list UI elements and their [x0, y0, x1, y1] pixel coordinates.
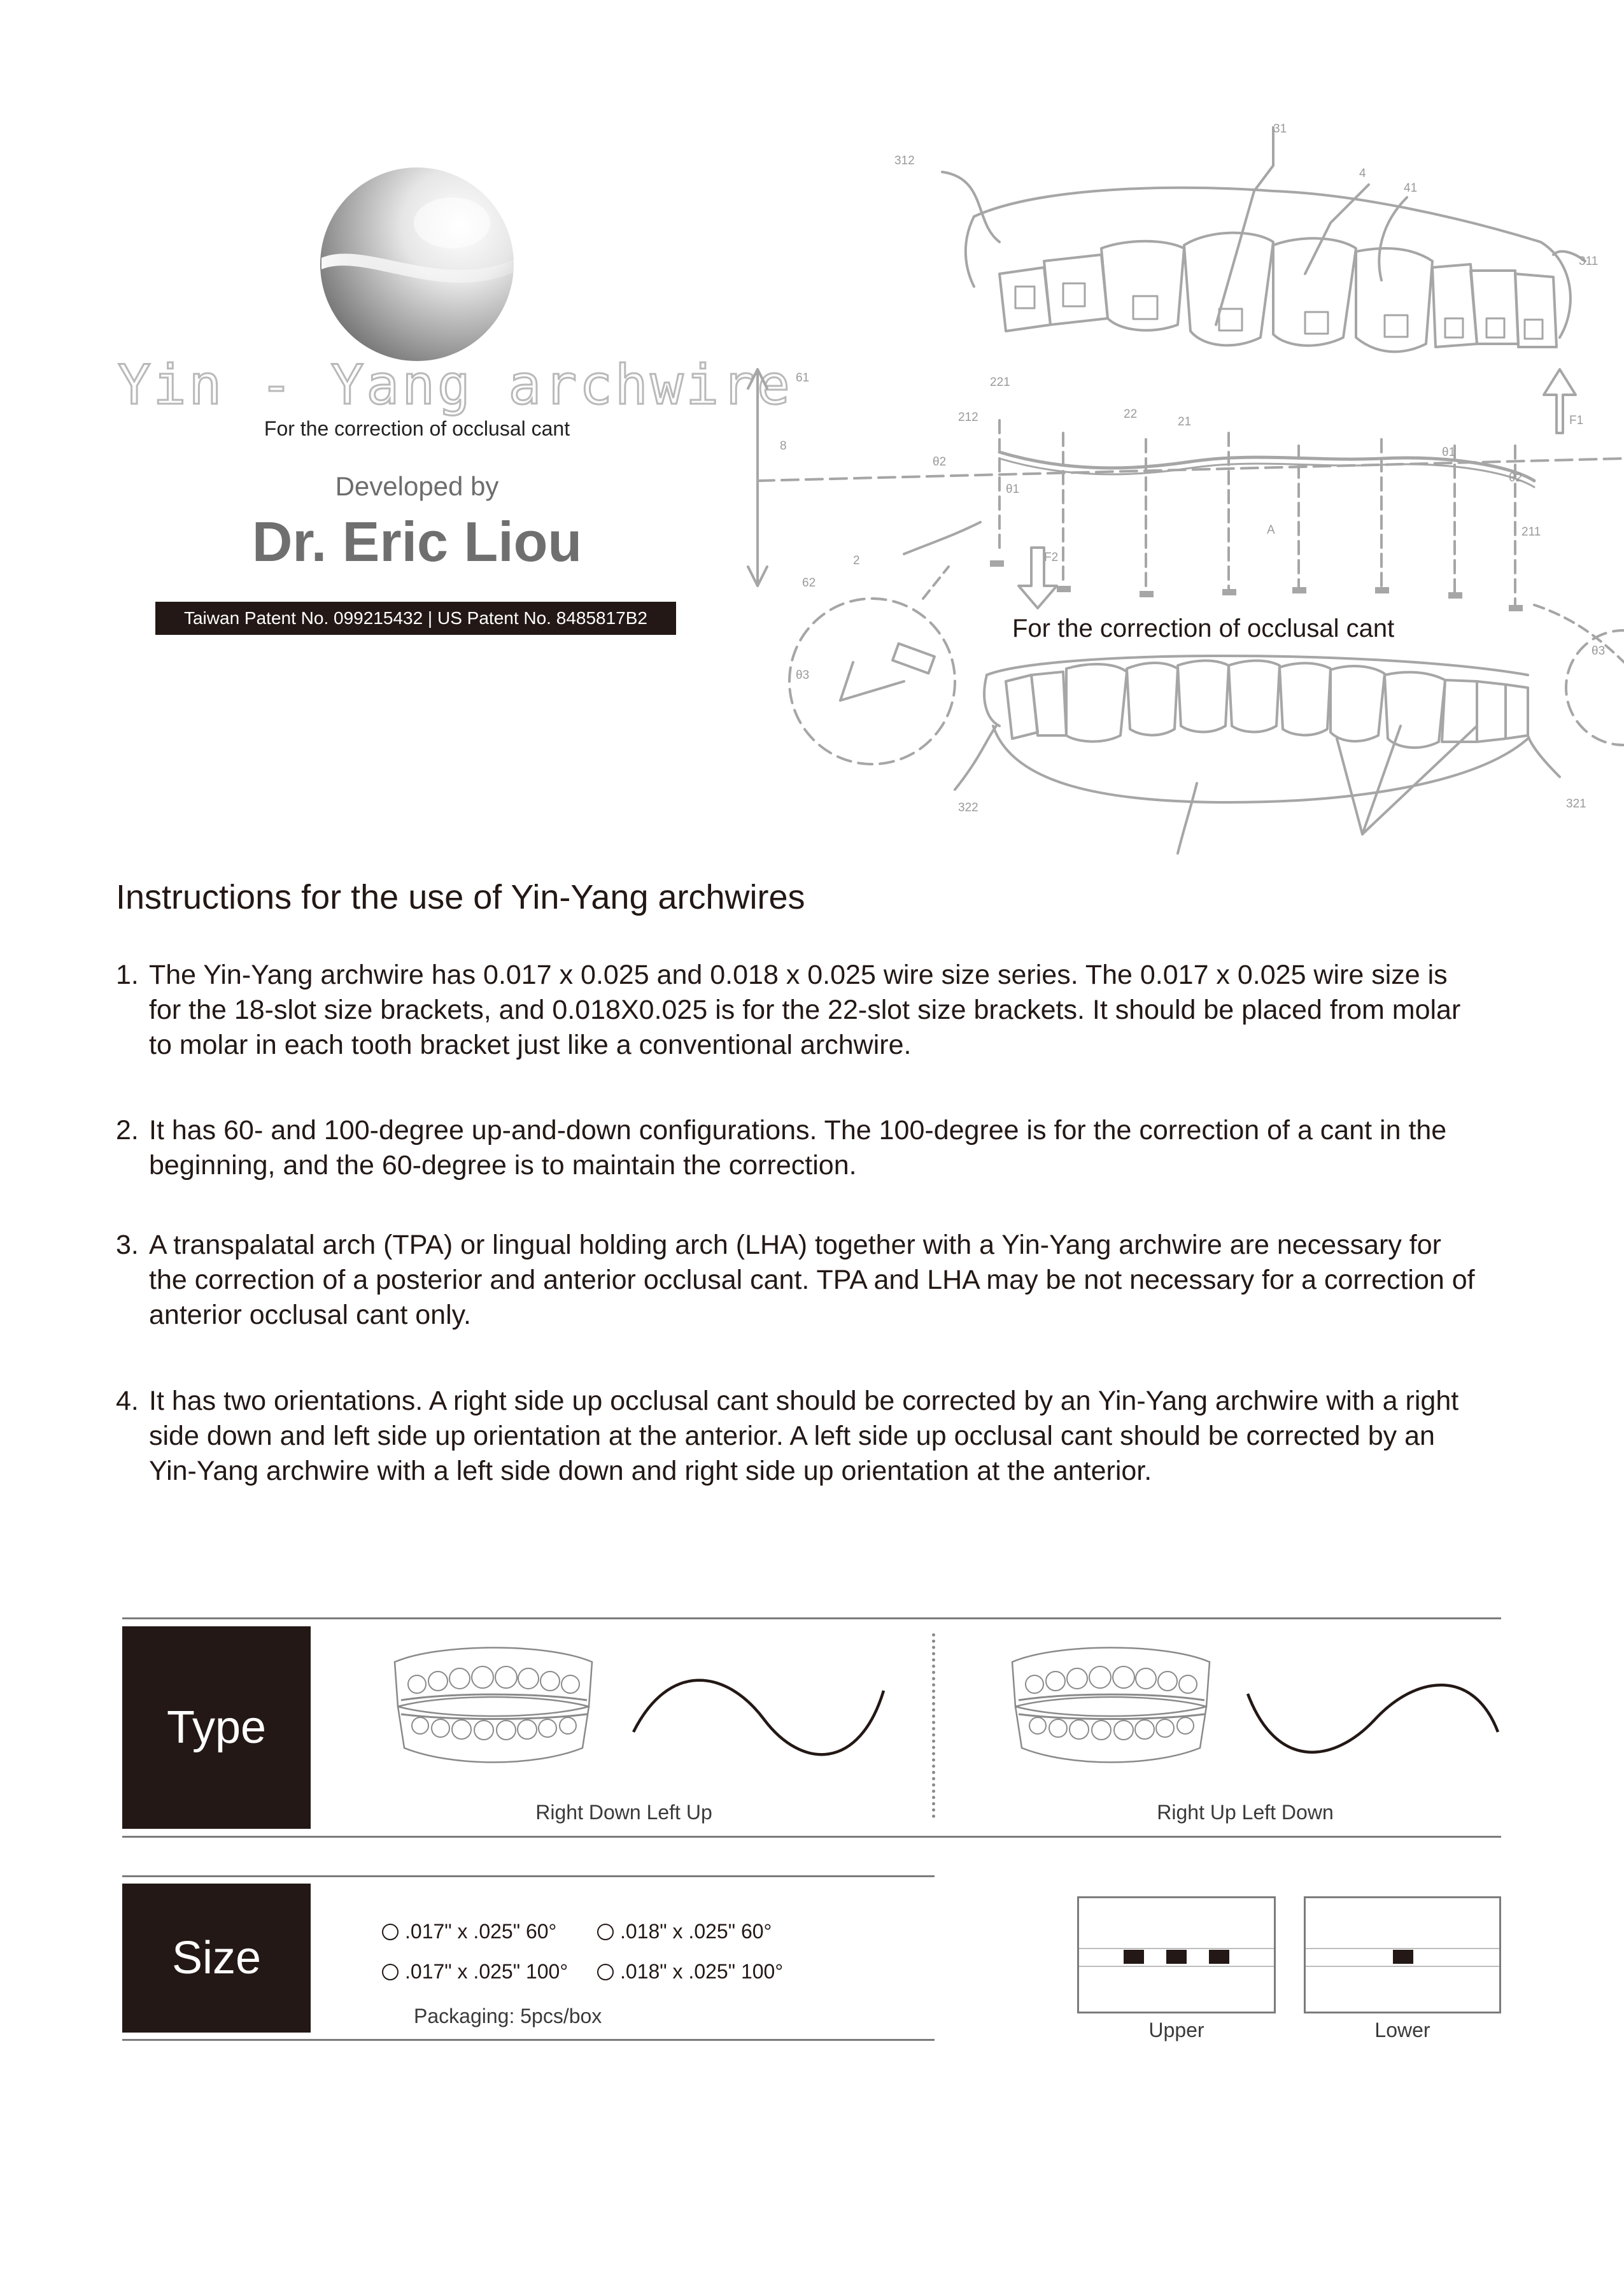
- instruction-text: A transpalatal arch (TPA) or lingual holding arch (LHA) together with a Yin-Yang archwire are necessary for the correction of a posterior and anterior occlusal cant. TPA and LHA may be not necessary for a correction of anterior occlusal cant only.: [149, 1230, 1475, 1330]
- size-option-label: .018" x .025" 60°: [620, 1920, 772, 1943]
- divider: [122, 1875, 935, 1877]
- archwire-curve-down-up-icon: [630, 1675, 891, 1764]
- instruction-item: [116, 958, 1478, 1063]
- diagram-label: 321: [1566, 797, 1586, 811]
- diagram-label: F1: [1569, 414, 1584, 427]
- size-option-017-60[interactable]: [382, 1920, 556, 1943]
- diagram-label: 22: [1124, 408, 1138, 421]
- archwire-curve-up-down-icon: [1245, 1675, 1506, 1764]
- bracket-mark: [1393, 1950, 1413, 1964]
- radio-icon[interactable]: [597, 1924, 614, 1940]
- logo-wordmark: Yin - Yang archwire: [118, 353, 793, 417]
- diagram-label: 2: [853, 554, 860, 567]
- instruction-text: It has two orientations. A right side up occlusal cant should be corrected by an Yin-Yang archwire with a right side down and left side up orientation at the anterior. A left side up occlusal cant should be corrected by an Yin-Yang archwire with a left side down and right side up orientation at the anterior.: [149, 1386, 1459, 1486]
- diagram-label: A: [1267, 523, 1275, 537]
- instruction-item: [116, 1384, 1478, 1489]
- bracket-mark: [1209, 1950, 1229, 1964]
- diagram-label: 221: [990, 376, 1010, 389]
- divider: [122, 1836, 1501, 1838]
- dental-diagram: [745, 115, 1624, 866]
- lower-slot-diagram: [1304, 1896, 1501, 2013]
- diagram-label: 312: [894, 154, 915, 167]
- subtitle: For the correction of occlusal cant: [264, 417, 570, 440]
- radio-icon[interactable]: [382, 1924, 399, 1940]
- instruction-text: It has 60- and 100-degree up-and-down configurations. The 100-degree is for the correction of a cant in the beginning, and the 60-degree is to maintain the correction.: [149, 1115, 1447, 1181]
- diagram-label: θ2: [933, 455, 947, 469]
- diagram-label: 8: [780, 439, 787, 453]
- size-label-box: Size: [122, 1884, 311, 2033]
- diagram-label: 31: [1273, 122, 1287, 136]
- instructions-title: Instructions for the use of Yin-Yang archwires: [116, 878, 805, 916]
- size-option-label: .017" x .025" 100°: [405, 1960, 568, 1983]
- patent-bar: Taiwan Patent No. 099215432 | US Patent No. 8485817B2: [155, 602, 676, 635]
- teeth-illustration-icon: [388, 1636, 598, 1770]
- radio-icon[interactable]: [382, 1964, 399, 1980]
- size-option-018-60[interactable]: [597, 1920, 772, 1943]
- type-caption: Right Down Left Up: [535, 1801, 712, 1824]
- instruction-number: 2.: [116, 1115, 139, 1146]
- diagram-label: 211: [1522, 525, 1541, 539]
- diagram-label: 322: [958, 801, 978, 814]
- diagram-label: 212: [958, 411, 978, 424]
- size-option-017-100[interactable]: [382, 1960, 568, 1984]
- diagram-label: θ3: [1592, 644, 1606, 658]
- technical-diagram: [745, 115, 1624, 866]
- size-option-label: .017" x .025" 60°: [405, 1920, 557, 1943]
- bracket-mark: [1124, 1950, 1144, 1964]
- instruction-number: 4.: [116, 1386, 139, 1416]
- developed-by-label: Developed by: [335, 471, 499, 501]
- diagram-label: θ3: [796, 669, 810, 682]
- type-label-box: Type: [122, 1626, 311, 1829]
- size-option-label: .018" x .025" 100°: [620, 1960, 784, 1983]
- diagram-label: F2: [1044, 551, 1059, 564]
- diagram-label: 21: [1178, 415, 1192, 429]
- divider: [122, 1617, 1501, 1619]
- teeth-illustration-icon: [1006, 1636, 1216, 1770]
- diagram-label: 4: [1359, 167, 1366, 180]
- dotted-divider: [932, 1633, 935, 1818]
- diagram-label: 311: [1579, 255, 1599, 268]
- instruction-item: [116, 1113, 1478, 1183]
- instruction-number: 1.: [116, 960, 139, 990]
- bracket-mark: [1166, 1950, 1187, 1964]
- packaging-info: Packaging: 5pcs/box: [414, 2005, 602, 2027]
- diagram-label: 61: [796, 371, 810, 385]
- diagram-caption: For the correction of occlusal cant: [1012, 614, 1395, 643]
- slot-caption: Upper: [1148, 2019, 1204, 2041]
- instruction-text: The Yin-Yang archwire has 0.017 x 0.025 and 0.018 x 0.025 wire size series. The 0.017 x 0.025 wire size is for the 18-slot size brackets, and 0.018X0.025 is for the 22-slot size brackets. It should be placed from molar to molar in each tooth bracket just like a conventional archwire.: [149, 960, 1461, 1060]
- logo-sphere-icon: [315, 162, 519, 366]
- instruction-item: [116, 1228, 1478, 1333]
- slot-caption: Lower: [1374, 2019, 1430, 2041]
- radio-icon[interactable]: [597, 1964, 614, 1980]
- diagram-label: θ1: [1006, 483, 1020, 496]
- diagram-label: θ1: [1442, 446, 1456, 459]
- diagram-label: 62: [802, 576, 816, 590]
- diagram-label: 41: [1404, 181, 1418, 195]
- diagram-label: θ2: [1509, 471, 1523, 485]
- divider: [122, 2039, 935, 2041]
- type-caption: Right Up Left Down: [1157, 1801, 1334, 1824]
- upper-slot-diagram: [1077, 1896, 1276, 2013]
- author-name: Dr. Eric Liou: [251, 510, 583, 573]
- size-option-018-100[interactable]: [597, 1960, 783, 1984]
- instruction-number: 3.: [116, 1230, 139, 1260]
